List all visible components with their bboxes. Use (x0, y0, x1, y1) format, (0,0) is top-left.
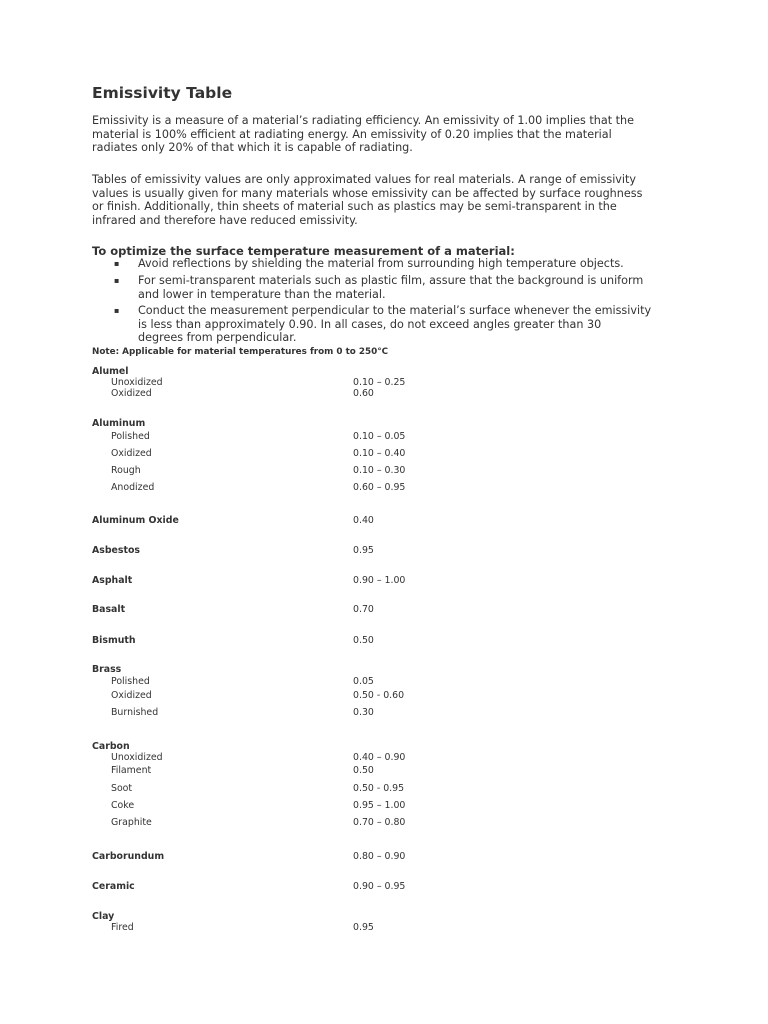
tables-line: or finish. Additionally, thin sheets of material such as plastics may be semi-transparent in the (92, 200, 617, 213)
emissivity-value: 0.70 – 0.80 (353, 817, 406, 828)
square-bullet-icon: ▪ (114, 276, 120, 285)
material-variant: Rough (111, 465, 141, 476)
emissivity-value: 0.90 – 0.95 (353, 881, 406, 892)
square-bullet-icon: ▪ (114, 306, 120, 315)
emissivity-value: 0.60 – 0.95 (353, 482, 406, 493)
material-name: Aluminum (92, 418, 146, 429)
material-variant: Burnished (111, 707, 159, 718)
temperature-note: Note: Applicable for material temperatures from 0 to 250°C (92, 347, 389, 357)
emissivity-value: 0.60 (353, 388, 374, 399)
material-variant: Graphite (111, 817, 152, 828)
tables-line: infrared and therefore have reduced emissivity. (92, 213, 358, 227)
material-variant: Polished (111, 431, 150, 442)
tables-paragraph (92, 173, 692, 227)
emissivity-value: 0.50 - 0.60 (353, 690, 405, 701)
material-variant: Fired (111, 922, 134, 933)
intro-paragraph (92, 114, 692, 155)
emissivity-value: 0.40 (353, 515, 374, 526)
emissivity-value: 0.10 – 0.30 (353, 465, 406, 476)
emissivity-value: 0.50 (353, 765, 374, 776)
tip-line: Avoid reflections by shielding the material from surrounding high temperature objects. (138, 257, 624, 270)
tables-line: values is usually given for many materials whose emissivity can be affected by surface roughness (92, 186, 643, 200)
material-variant: Oxidized (111, 690, 152, 701)
tables-line: Tables of emissivity values are only approximated values for real materials. A range of emissivity (92, 173, 637, 186)
material-variant: Unoxidized (111, 752, 163, 763)
emissivity-value: 0.40 – 0.90 (353, 752, 406, 763)
material-name: Ceramic (92, 881, 135, 892)
material-variant: Oxidized (111, 448, 152, 459)
material-variant: Polished (111, 676, 150, 687)
material-name: Alumel (92, 366, 129, 377)
emissivity-value: 0.10 – 0.25 (353, 377, 406, 388)
tip-line: is less than approximately 0.90. In all cases, do not exceed angles greater than 30 (138, 317, 602, 331)
material-variant: Filament (111, 765, 152, 776)
tip-line: Conduct the measurement perpendicular to the material’s surface whenever the emissivity (138, 304, 652, 317)
intro-line: material is 100% efficient at radiating energy. An emissivity of 0.20 implies that the material (92, 127, 612, 141)
emissivity-value: 0.95 (353, 545, 374, 556)
emissivity-value: 0.10 – 0.05 (353, 431, 406, 442)
intro-line: radiates only 20% of that which it is capable of radiating. (92, 141, 413, 154)
intro-line: Emissivity is a measure of a material’s radiating efficiency. An emissivity of 1.00 implies that the (92, 114, 635, 127)
emissivity-value: 0.90 – 1.00 (353, 575, 406, 586)
material-variant: Soot (111, 783, 133, 794)
material-name: Carborundum (92, 851, 165, 862)
material-variant: Oxidized (111, 388, 152, 399)
emissivity-value: 0.10 – 0.40 (353, 448, 406, 459)
emissivity-value: 0.50 - 0.95 (353, 783, 405, 794)
tip-line: degrees from perpendicular. (138, 331, 297, 344)
emissivity-value: 0.95 (353, 922, 374, 933)
material-name: Asbestos (92, 545, 140, 556)
emissivity-value: 0.95 – 1.00 (353, 800, 406, 811)
emissivity-value: 0.80 – 0.90 (353, 851, 406, 862)
emissivity-value: 0.05 (353, 676, 374, 687)
page-title: Emissivity Table (92, 84, 233, 102)
material-name: Brass (92, 664, 122, 675)
square-bullet-icon: ▪ (114, 259, 120, 268)
tip-line: For semi-transparent materials such as plastic film, assure that the background is uniform (138, 274, 644, 287)
emissivity-value: 0.70 (353, 604, 374, 615)
material-variant: Anodized (111, 482, 155, 493)
optimize-heading: To optimize the surface temperature measurement of a material: (92, 244, 515, 258)
material-name: Bismuth (92, 635, 136, 646)
material-name: Basalt (92, 604, 126, 615)
emissivity-value: 0.30 (353, 707, 374, 718)
emissivity-value: 0.50 (353, 635, 374, 646)
tip-line: and lower in temperature than the material. (138, 287, 386, 301)
material-variant: Coke (111, 800, 135, 811)
material-name: Carbon (92, 741, 130, 752)
material-name: Asphalt (92, 575, 133, 586)
material-name: Aluminum Oxide (92, 515, 179, 526)
material-name: Clay (92, 911, 115, 922)
material-variant: Unoxidized (111, 377, 163, 388)
